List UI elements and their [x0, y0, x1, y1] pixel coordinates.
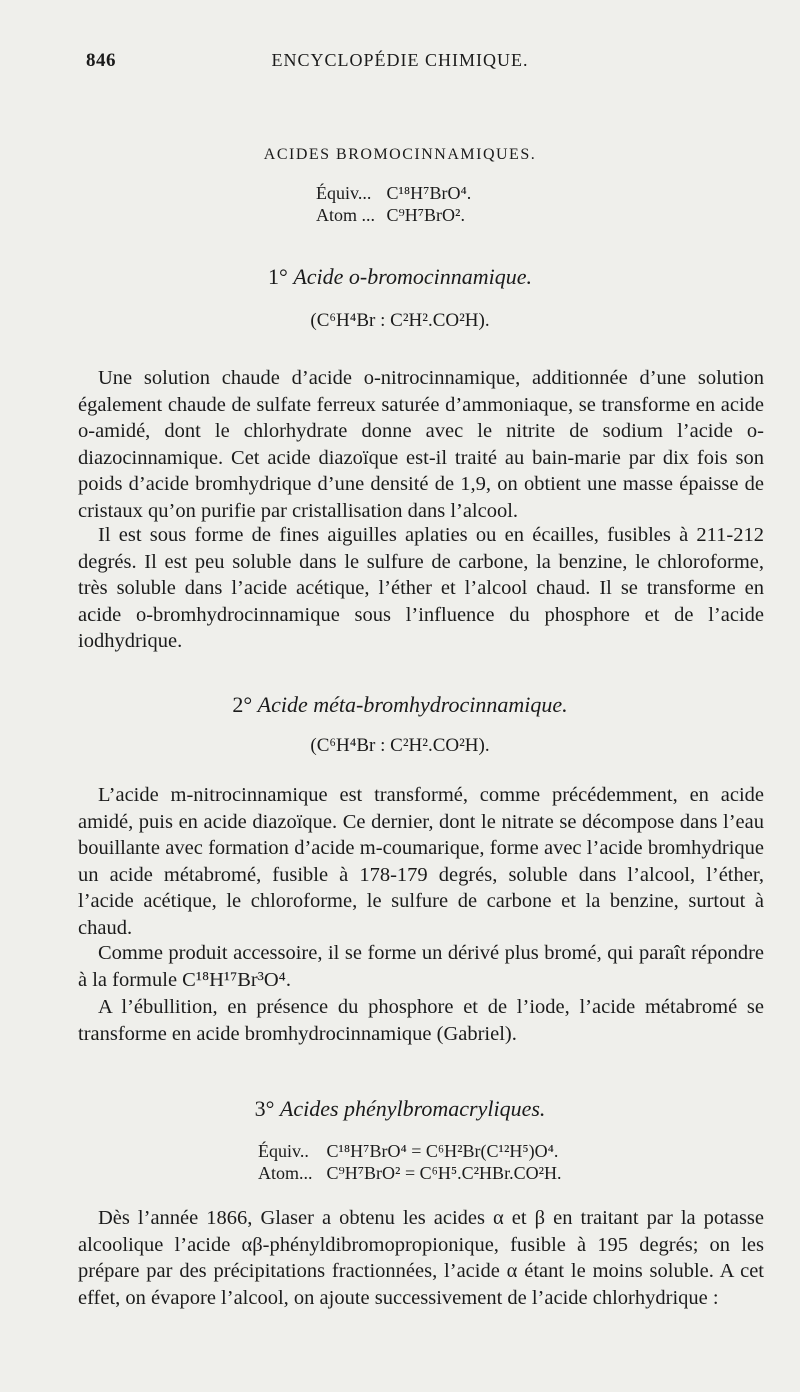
part2-paragraph-3: A l’ébullition, en présence du phosphore et de l’iode, l’acide métabromé se transforme en acide bromhydrocinnamique (Gabriel). — [78, 996, 764, 1045]
part3-equiv-label: Équiv.. — [258, 1141, 309, 1161]
part3-heading — [0, 1096, 800, 1122]
part1-formula: (C⁶H⁴Br : C²H².CO²H). — [310, 310, 490, 331]
part2-title: Acide méta-bromhydrocinnamique. — [257, 692, 568, 717]
equiv-formula: C¹⁸H⁷BrO⁴. — [386, 183, 472, 203]
part2-formula: (C⁶H⁴Br : C²H².CO²H). — [310, 735, 490, 756]
part3-paragraph-1: Dès l’année 1866, Glaser a obtenu les acides α et β en traitant par la potasse alcoolique l’acide αβ-phényldibromopropionique, fusible à 195 degrés; on les prépare par des précipitations fractionnées, l’acide α étant le moins soluble. A cet effet, on évapore l’alcool, on ajoute successivement de l’acide chlorhydrique : — [78, 1207, 764, 1309]
part2-heading — [0, 692, 800, 718]
atom-formula: C⁹H⁷BrO². — [386, 205, 465, 225]
part2-number: 2° — [232, 692, 253, 717]
part3-atom-row — [258, 1162, 561, 1184]
atom-label: Atom ... — [316, 205, 376, 225]
part1-paragraph-2: Il est sous forme de fines aiguilles aplaties ou en écailles, fusibles à 211-212 degrés. Il est peu soluble dans le sulfure de carbone, la benzine, le chloroforme, très soluble dans l’acide acétique, l’éther et l’alcool chaud. Il se transforme en acide o-bromhydrocinnamique sous l’influence du phosphore et de l’acide iodhydrique. — [78, 524, 764, 653]
page-header — [0, 50, 800, 80]
section-formulas — [316, 182, 471, 226]
part3-formulas — [258, 1140, 561, 1184]
running-title: ENCYCLOPÉDIE CHIMIQUE. — [271, 50, 529, 70]
part3-equiv-formula: C¹⁸H⁷BrO⁴ = C⁶H²Br(C¹²H⁵)O⁴. — [326, 1141, 559, 1161]
part1-heading — [0, 264, 800, 290]
part2-paragraph-1: L’acide m-nitrocinnamique est transformé, comme précédemment, en acide amidé, puis en acide diazoïque. Ce dernier, dont le nitrate se décompose dans l’eau bouillante avec formation d’acide m-coumarique, forme avec l’acide bromhydrique un acide métabromé, fusible à 178-179 degrés, soluble dans l’alcool, l’éther, l’acide acétique, le chloroforme, le sulfure de carbone et la benzine, surtout à chaud. — [78, 784, 764, 939]
part3-number: 3° — [254, 1096, 275, 1121]
part1-number: 1° — [268, 264, 288, 289]
equiv-row — [316, 182, 471, 204]
atom-row — [316, 204, 471, 226]
part3-atom-formula: C⁹H⁷BrO² = C⁶H⁵.C²HBr.CO²H. — [326, 1163, 562, 1183]
page-number: 846 — [86, 50, 116, 71]
part3-equiv-row — [258, 1140, 561, 1162]
part3-title: Acides phénylbromacryliques. — [279, 1096, 546, 1121]
part2-paragraph-2: Comme produit accessoire, il se forme un dérivé plus bromé, qui paraît répondre à la formule C¹⁸H¹⁷Br³O⁴. — [78, 942, 764, 991]
section-title: ACIDES BROMOCINNAMIQUES. — [263, 146, 537, 163]
part3-atom-label: Atom... — [258, 1163, 313, 1183]
equiv-label: Équiv... — [316, 183, 372, 203]
part1-paragraph-1: Une solution chaude d’acide o-nitrocinnamique, additionnée d’une solution également chaude de sulfate ferreux saturée d’ammoniaque, se transforme en acide o-amidé, dont le chlorhydrate donne avec le nitrite de sodium l’acide o-diazocinnamique. Cet acide diazoïque est-il traité au bain-marie par dix fois son poids d’acide bromhydrique d’une densité de 1,9, on obtient une masse épaisse de cristaux qu’on purifie par cristallisation dans l’alcool. — [78, 367, 764, 522]
part1-title: Acide o-bromocinnamique. — [293, 264, 532, 289]
